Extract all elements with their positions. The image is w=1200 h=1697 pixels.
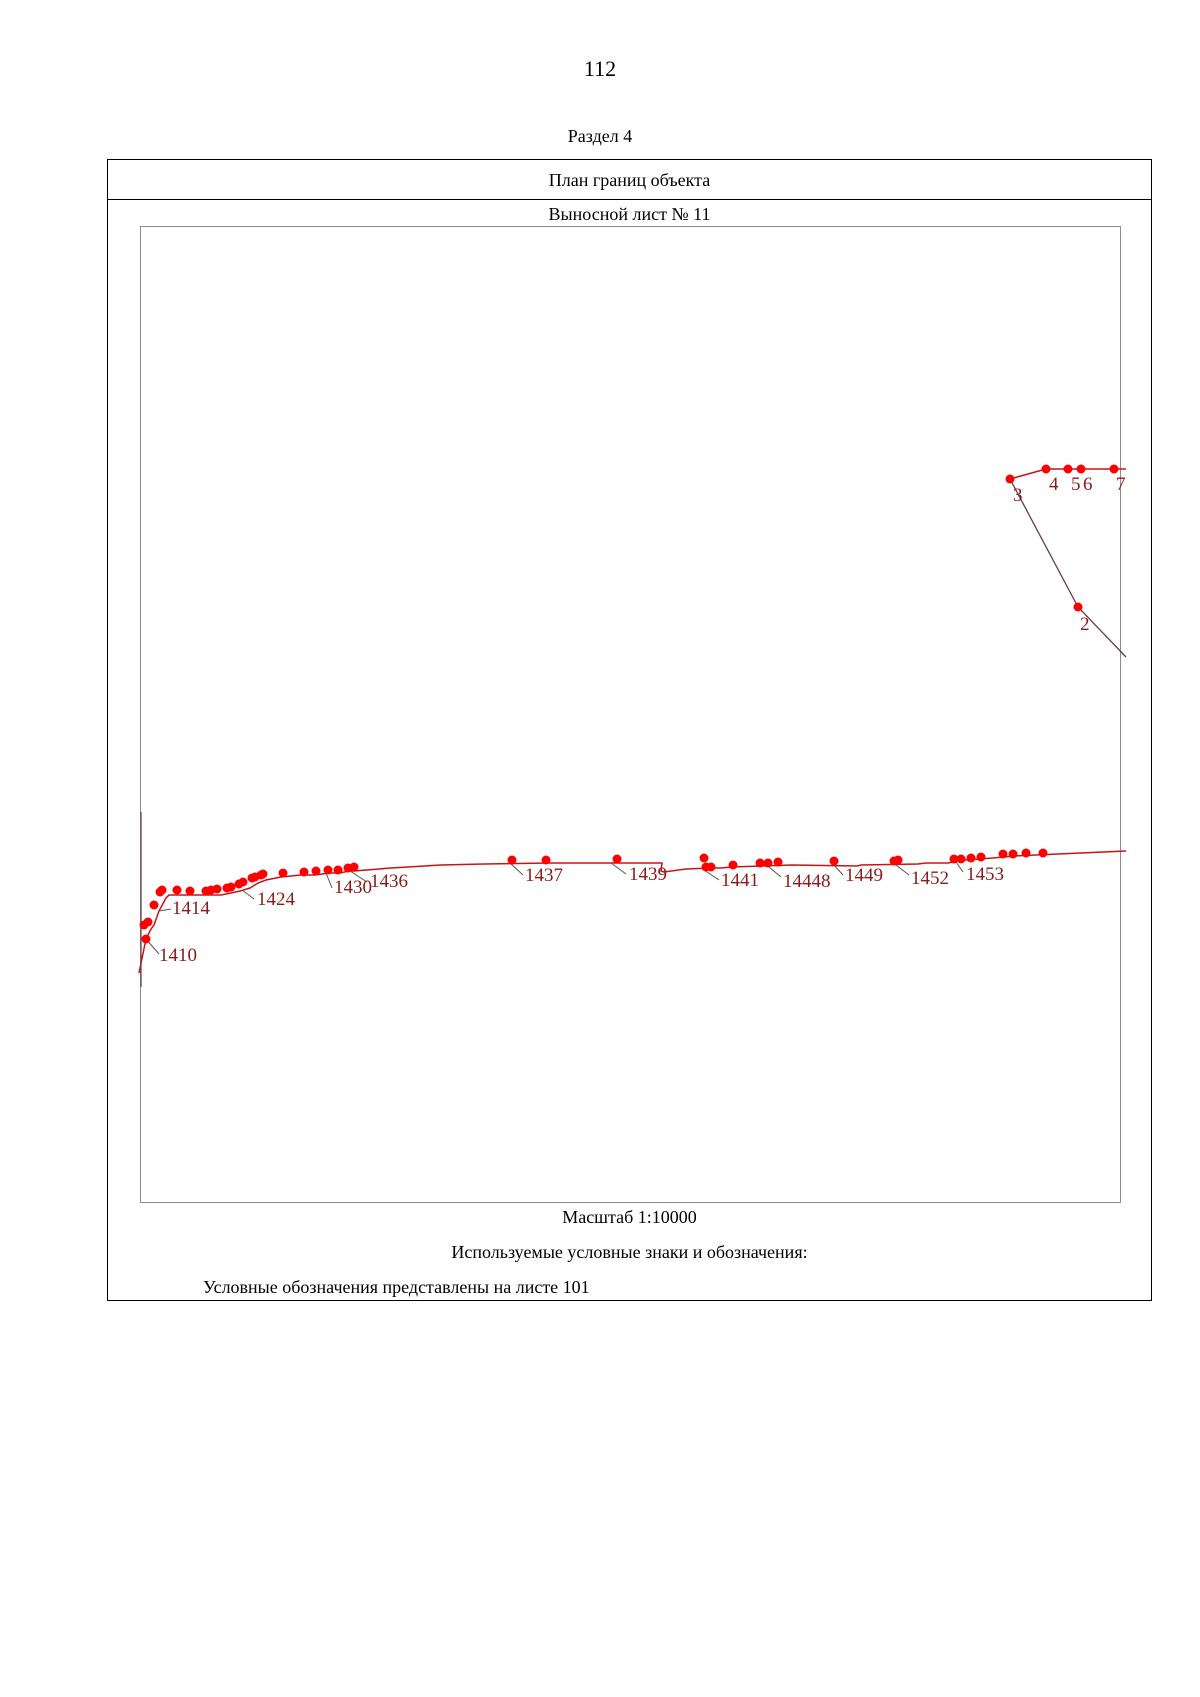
plan-frame <box>107 159 1152 1301</box>
boundary-point <box>213 885 222 894</box>
boundary-point <box>764 859 773 868</box>
scale-text: Масштаб 1:10000 <box>562 1207 697 1227</box>
boundary-point <box>1110 465 1119 474</box>
boundary-point <box>150 901 159 910</box>
point-label: 1449 <box>845 865 883 886</box>
point-label: 1452 <box>911 868 949 889</box>
boundary-point <box>227 883 236 892</box>
point-label: 1414 <box>172 898 210 919</box>
boundary-point <box>334 866 343 875</box>
boundary-point <box>977 853 986 862</box>
legend-note: Условные обозначения представлены на листе 101 <box>203 1277 590 1297</box>
point-label: 1436 <box>370 871 408 892</box>
point-label: 1410 <box>159 945 197 966</box>
boundary-point <box>1042 465 1051 474</box>
boundary-point <box>707 863 716 872</box>
boundary-point <box>1077 465 1086 474</box>
boundary-point <box>774 858 783 867</box>
boundary-point <box>957 855 966 864</box>
point-label: 1430 <box>334 877 372 898</box>
point-label: 3 <box>1013 485 1023 506</box>
boundary-point <box>279 869 288 878</box>
boundary-point <box>700 854 709 863</box>
boundary-point <box>894 856 903 865</box>
boundary-point <box>542 856 551 865</box>
boundary-point <box>259 870 268 879</box>
point-labels <box>159 474 1126 966</box>
boundary-point <box>999 850 1008 859</box>
boundary-point <box>1074 603 1083 612</box>
boundary-point <box>508 856 517 865</box>
point-label: 6 <box>1083 474 1093 495</box>
boundary-point <box>144 918 153 927</box>
boundary-point <box>239 878 248 887</box>
boundary-point <box>186 887 195 896</box>
boundary-point <box>324 866 333 875</box>
boundary-point <box>756 859 765 868</box>
boundary-point <box>830 857 839 866</box>
boundary-point <box>312 867 321 876</box>
plan-title: План границ объекта <box>108 160 1151 200</box>
section-title: Раздел 4 <box>567 126 633 146</box>
legend-title: Используемые условные знаки и обозначения: <box>451 1242 808 1262</box>
boundary-point <box>729 861 738 870</box>
boundary-map <box>141 227 1126 1204</box>
point-label: 2 <box>1080 614 1090 635</box>
point-label: 1441 <box>721 870 759 891</box>
map-area <box>140 226 1126 1203</box>
sheet-title: Выносной лист № 11 <box>548 204 711 224</box>
point-label: 14448 <box>783 871 831 892</box>
point-label: 4 <box>1049 474 1059 495</box>
point-label: 1453 <box>966 864 1004 885</box>
point-label: 5 <box>1071 474 1081 495</box>
boundary-point <box>1006 475 1015 484</box>
boundary-point <box>158 886 167 895</box>
point-label: 1439 <box>629 864 667 885</box>
boundary-point <box>350 863 359 872</box>
boundary-point <box>1009 850 1018 859</box>
boundary-point <box>613 855 622 864</box>
page-number: 112 <box>583 56 617 81</box>
boundary-point <box>300 868 309 877</box>
boundary-point <box>1039 849 1048 858</box>
boundary-point <box>967 854 976 863</box>
boundary-point <box>1064 465 1073 474</box>
boundary-point <box>1022 849 1031 858</box>
point-label: 1437 <box>525 865 563 886</box>
upper-side-line <box>1010 479 1126 657</box>
point-label: 1424 <box>257 889 295 910</box>
point-label: 7 <box>1116 474 1126 495</box>
boundary-point <box>142 935 151 944</box>
boundary-point <box>173 886 182 895</box>
